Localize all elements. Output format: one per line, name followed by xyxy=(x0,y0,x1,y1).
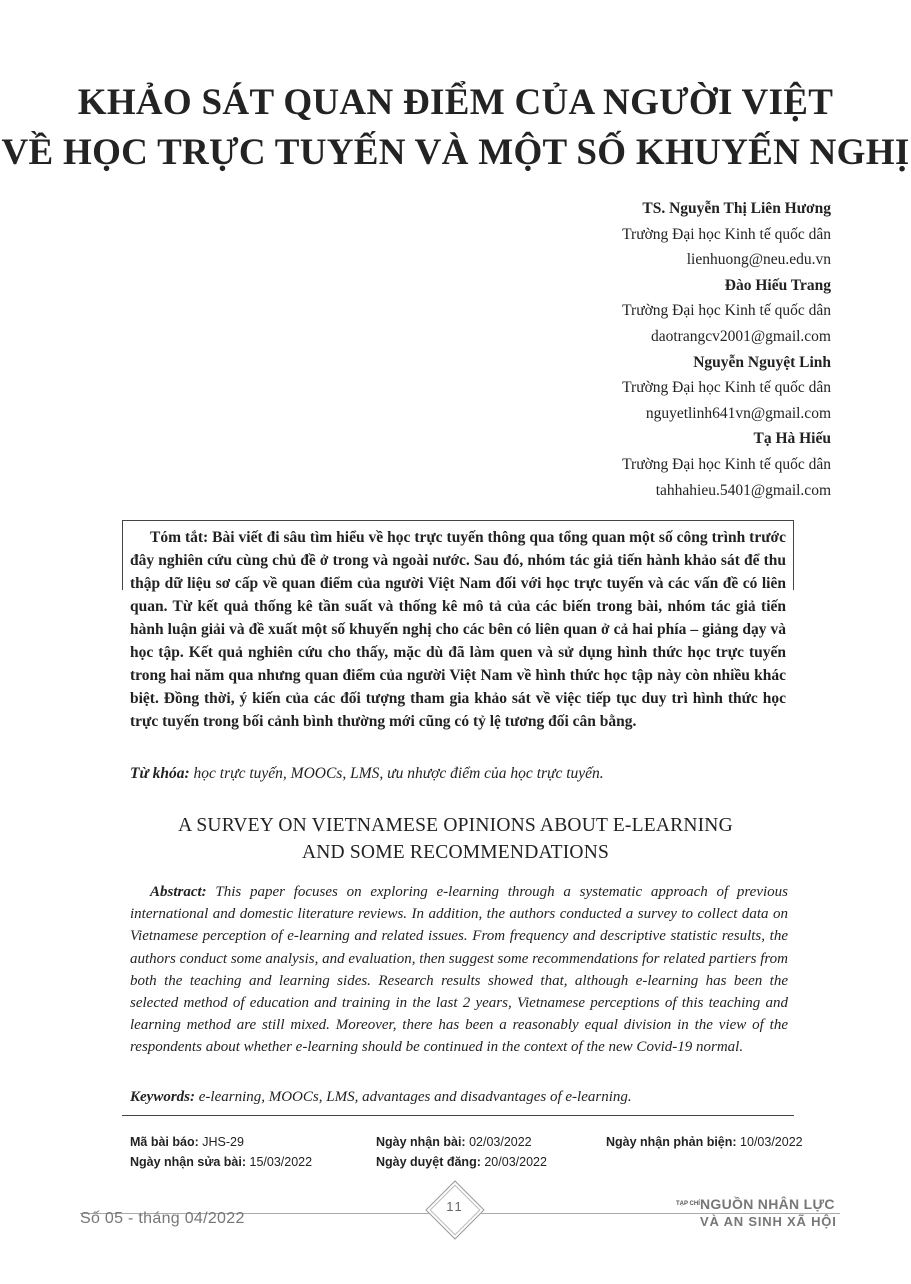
author-affiliation: Trường Đại học Kinh tế quốc dân xyxy=(622,455,831,473)
english-keywords-text: e-learning, MOOCs, LMS, advantages and disadvantages of e-learning. xyxy=(198,1089,632,1105)
abstract-frame-left xyxy=(122,520,123,590)
page-number: 11 xyxy=(446,1199,464,1214)
title-line-1: KHẢO SÁT QUAN ĐIỂM CỦA NGƯỜI VIỆT xyxy=(77,82,834,123)
issue-label: Số 05 - tháng 04/2022 xyxy=(80,1210,245,1227)
accepted-date xyxy=(376,1152,547,1172)
review-date-value: 10/03/2022 xyxy=(740,1135,803,1149)
journal-name-line-1: NGUỒN NHÂN LỰC xyxy=(700,1196,835,1212)
english-abstract-label: Abstract: xyxy=(150,884,207,900)
abstract-frame-right xyxy=(793,520,794,590)
author-name: Đào Hiếu Trang xyxy=(724,276,831,294)
author-affiliation: Trường Đại học Kinh tế quốc dân xyxy=(622,302,831,320)
revised-date xyxy=(130,1152,312,1172)
author-email: lienhuong@neu.edu.vn xyxy=(686,251,831,269)
title-line-2: VỀ HỌC TRỰC TUYẾN VÀ MỘT SỐ KHUYẾN NGHỊ xyxy=(1,132,910,173)
author-name: Tạ Hà Hiếu xyxy=(753,430,831,448)
author-affiliation: Trường Đại học Kinh tế quốc dân xyxy=(622,225,831,243)
vietnamese-keywords xyxy=(130,763,790,785)
revised-date-label: Ngày nhận sửa bài: xyxy=(130,1155,247,1169)
english-keywords xyxy=(130,1086,790,1108)
journal-prefix: TẠP CHÍ xyxy=(676,1201,700,1207)
article-code xyxy=(130,1132,244,1152)
author-name: TS. Nguyễn Thị Liên Hương xyxy=(642,200,831,217)
english-title xyxy=(0,812,911,866)
english-abstract xyxy=(130,881,788,1059)
received-date-value: 02/03/2022 xyxy=(469,1135,532,1149)
vietnamese-keywords-label: Từ khóa: xyxy=(130,765,190,782)
accepted-date-label: Ngày duyệt đăng: xyxy=(376,1155,481,1169)
received-date-label: Ngày nhận bài: xyxy=(376,1135,466,1149)
review-date-label: Ngày nhận phản biện: xyxy=(606,1135,737,1149)
author-block xyxy=(431,196,831,503)
received-date xyxy=(376,1132,532,1152)
vietnamese-keywords-text: học trực tuyến, MOOCs, LMS, ưu nhược điểm của học trực tuyến. xyxy=(193,765,604,782)
revised-date-value: 15/03/2022 xyxy=(249,1155,313,1169)
article-code-value: JHS-29 xyxy=(202,1135,244,1149)
journal-name-line-2: VÀ AN SINH XÃ HỘI xyxy=(700,1214,837,1229)
accepted-date-value: 20/03/2022 xyxy=(484,1155,547,1169)
author-email: daotrangcv2001@gmail.com xyxy=(651,327,831,345)
vietnamese-abstract: Tóm tắt: Bài viết đi sâu tìm hiểu về học trực tuyến thông qua tổng quan một số công trình trước đây nghiên cứu cùng chủ đề ở trong và ngoài nước. Sau đó, nhóm tác giả tiến hành khảo sát để thu thập dữ liệu sơ cấp về quan điểm của người Việt Nam đối với học trực tuyến và các vấn đề có liên quan. Từ kết quả thống kê tần suất và thống kê mô tả của các biến trong bài, nhóm tác giả tiến hành luận giải và đề xuất một số khuyến nghị cho các bên có liên quan ở cả hai phía – giảng dạy và học tập. Kết quả nghiên cứu cho thấy, mặc dù đã làm quen và sử dụng hình thức học trực tuyến trong hai năm qua nhưng quan điểm của người Việt Nam về hình thức học tập này còn nhiều khác biệt. Đồng thời, ý kiến của các đối tượng tham gia khảo sát về việc tiếp tục duy trì hình thức học trực tuyến trong bối cảnh bình thường mới cũng có tỷ lệ tương đối cân bằng. xyxy=(130,529,786,730)
english-abstract-text: This paper focuses on exploring e-learning through a systematic approach of previous international and domestic literature reviews. In addition, the authors conducted a survey to collect data on Vietnamese perception of e-learning and related issues. From frequency and descriptive statistic results, the authors conduct some analysis, and evaluation, then suggest some recommendations for related partiers from both the teaching and learning sides. Research results showed that, although e-learning has been the selected method of education and training in the last 2 years, Vietnamese perceptions of this teaching and learning method are still mixed. Moreover, there has been a reasonably equal division in the view of the respondents about whether e-learning should be continued in the context of the new Covid-19 normal. xyxy=(130,884,789,1056)
author-email: tahhahieu.5401@gmail.com xyxy=(655,481,831,499)
article-code-label: Mã bài báo: xyxy=(130,1135,199,1149)
review-date xyxy=(606,1132,803,1152)
article-title xyxy=(0,78,911,178)
author-email: nguyetlinh641vn@gmail.com xyxy=(645,404,831,422)
meta-divider xyxy=(122,1115,794,1116)
english-title-line-2: AND SOME RECOMMENDATIONS xyxy=(301,842,610,863)
abstract-frame-top xyxy=(122,520,794,521)
english-title-line-1: A SURVEY ON VIETNAMESE OPINIONS ABOUT E-LEARNING xyxy=(178,815,733,836)
english-keywords-label: Keywords: xyxy=(130,1089,195,1105)
author-name: Nguyễn Nguyệt Linh xyxy=(693,353,831,371)
author-affiliation: Trường Đại học Kinh tế quốc dân xyxy=(622,379,831,397)
